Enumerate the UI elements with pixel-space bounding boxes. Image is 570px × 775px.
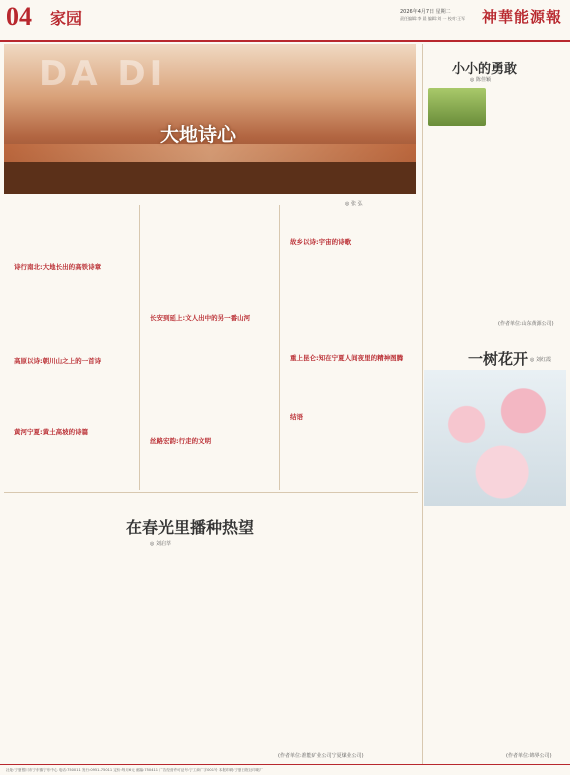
ghost-title: DA DI <box>39 54 167 94</box>
blossom-photo <box>424 370 566 506</box>
page-header <box>0 0 570 42</box>
column-rule <box>279 205 280 490</box>
poem2-footer: (作者单位:锦界公司) <box>506 753 552 759</box>
bottom-byline: ◎ 刘启萃 <box>150 541 171 547</box>
bottom-footer: (作者单位:准能矿业公司宁夏煤业公司) <box>278 753 364 759</box>
subhead-1: 诗行南北:大地长出的高铁诗章 <box>14 263 102 271</box>
masthead-logo: 神華能源報 <box>482 8 563 26</box>
subhead-3: 黄河宁夏:黄土高坡的诗篇 <box>14 428 89 436</box>
poem1-footer: (作者单位:山东黄源公司) <box>498 321 554 327</box>
section-divider <box>4 492 418 493</box>
poem2-title: 一树花开 <box>468 350 529 368</box>
subhead-8: 结语 <box>290 413 303 421</box>
issue-date: 2026年4月7日 星期二 <box>400 9 451 15</box>
photo-bank <box>4 162 416 194</box>
column-rule <box>139 205 140 490</box>
grass-illustration <box>428 88 486 126</box>
feature-photo <box>4 44 416 194</box>
subhead-5: 丝路宏韵:行走的文明 <box>150 437 212 445</box>
feature-title: 大地诗心 <box>160 124 237 146</box>
feature-byline: ◎ 张 弘 <box>345 201 363 207</box>
editors-line: 责任编辑:李 晨 编辑:刘 一 校对:王军 <box>400 16 466 21</box>
subhead-6: 故乡以诗:宇宙的诗歌 <box>290 238 352 246</box>
page-number: 04 <box>6 2 32 31</box>
section-title: 家园 <box>50 9 83 28</box>
subhead-2: 高原以诗:朝川山之上的一首诗 <box>14 357 102 365</box>
poem1-byline: ◎ 陈佳颖 <box>470 77 491 83</box>
poem2-byline: ◎ 刘红霞 <box>530 357 551 363</box>
page-footer: 社址:宁夏银川市宁东镇宁东中心 电话:750011 发行:0951-75011 定价:每月6元 邮编:750411 广告经营许可证号:宁工商广字001号 本报印刷:宁夏日报社印刷厂 <box>0 764 570 775</box>
poem1-title: 小小的勇敢 <box>452 62 518 77</box>
bottom-title: 在春光里播种热望 <box>126 518 255 537</box>
subhead-4: 长安到延上:文人出中的另一番山河 <box>150 314 251 322</box>
subhead-7: 重上昆仑:知在宁夏人间夜里的精神图腾 <box>290 354 404 362</box>
